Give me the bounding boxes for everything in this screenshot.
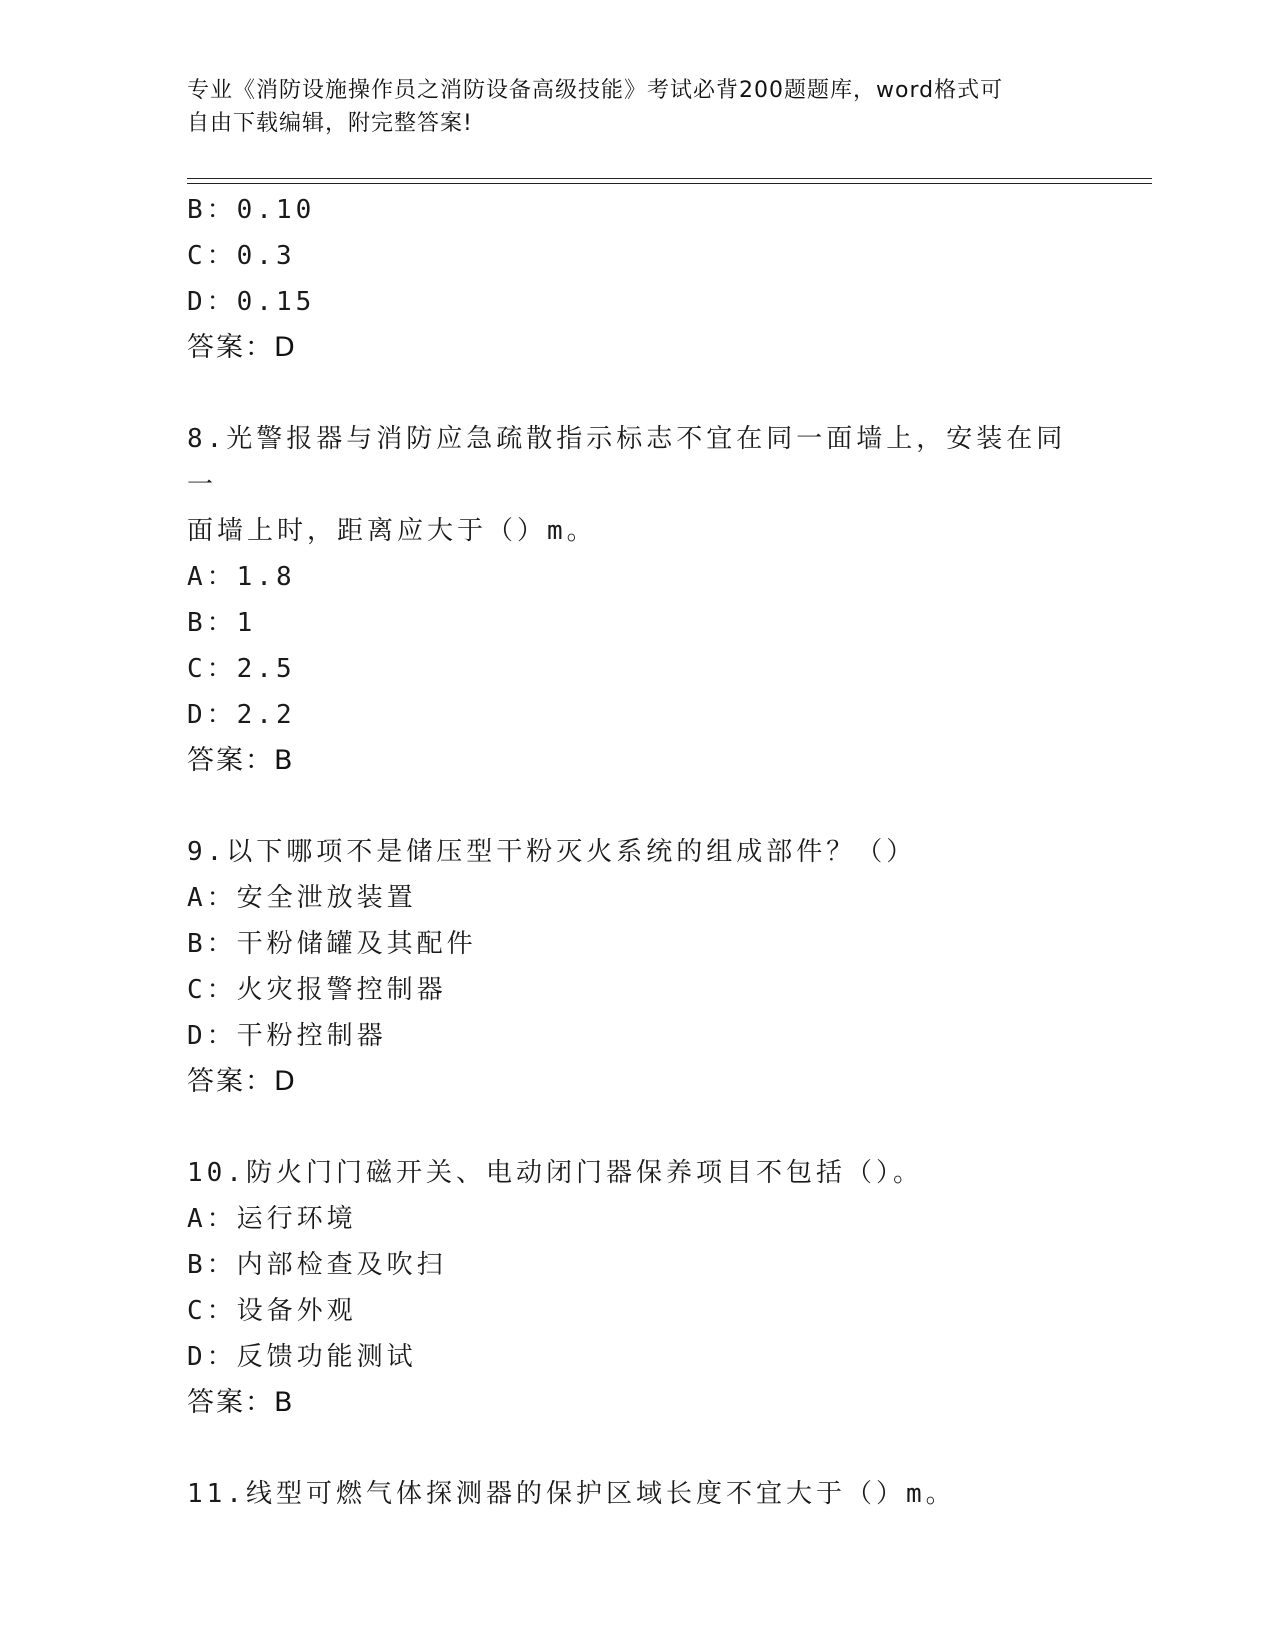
header-line-2: 自由下载编辑，附完整答案! bbox=[187, 111, 473, 136]
option-a: A：1.8 bbox=[187, 562, 296, 592]
answer-text: 答案：D bbox=[187, 1066, 297, 1097]
question-7-partial bbox=[187, 187, 1087, 371]
answer-text: 答案：B bbox=[187, 745, 295, 776]
question-text: 11.线型可燃气体探测器的保护区域长度不宜大于（）m。 bbox=[187, 1479, 956, 1509]
spacer bbox=[187, 784, 1087, 829]
question-list bbox=[187, 187, 1087, 1517]
option-b: B：0.10 bbox=[187, 195, 316, 225]
spacer bbox=[187, 371, 1087, 416]
option-c: C：0.3 bbox=[187, 241, 296, 271]
option-b: B：内部检查及吹扫 bbox=[187, 1250, 447, 1280]
option-c: C：设备外观 bbox=[187, 1296, 357, 1326]
header-divider-bottom bbox=[187, 183, 1152, 184]
header-line-1: 专业《消防设施操作员之消防设备高级技能》考试必背200题题库，word格式可 bbox=[187, 78, 1004, 103]
option-d: D：反馈功能测试 bbox=[187, 1342, 417, 1372]
question-10 bbox=[187, 1150, 1087, 1426]
option-b: B：1 bbox=[187, 608, 257, 638]
answer-text: 答案：D bbox=[187, 332, 297, 363]
question-text: 9.以下哪项不是储压型干粉灭火系统的组成部件？（） bbox=[187, 837, 917, 867]
header-divider-top bbox=[187, 178, 1152, 179]
question-11 bbox=[187, 1471, 1087, 1517]
option-d: D：0.15 bbox=[187, 287, 316, 317]
question-text: 8.光警报器与消防应急疏散指示标志不宜在同一面墙上，安装在同一 bbox=[187, 424, 1067, 500]
option-a: A：运行环境 bbox=[187, 1204, 357, 1234]
spacer bbox=[187, 1426, 1087, 1471]
question-8 bbox=[187, 416, 1087, 784]
option-d: D：2.2 bbox=[187, 700, 296, 730]
question-text: 10.防火门门磁开关、电动闭门器保养项目不包括（）。 bbox=[187, 1158, 923, 1188]
option-c: C：火灾报警控制器 bbox=[187, 975, 447, 1005]
spacer bbox=[187, 1105, 1087, 1150]
question-text-continued: 面墙上时，距离应大于（）m。 bbox=[187, 516, 597, 546]
option-c: C：2.5 bbox=[187, 654, 296, 684]
option-d: D：干粉控制器 bbox=[187, 1021, 387, 1051]
answer-text: 答案：B bbox=[187, 1387, 295, 1418]
document-header bbox=[187, 74, 1067, 140]
option-a: A：安全泄放装置 bbox=[187, 883, 417, 913]
question-9 bbox=[187, 829, 1087, 1105]
option-b: B：干粉储罐及其配件 bbox=[187, 929, 477, 959]
